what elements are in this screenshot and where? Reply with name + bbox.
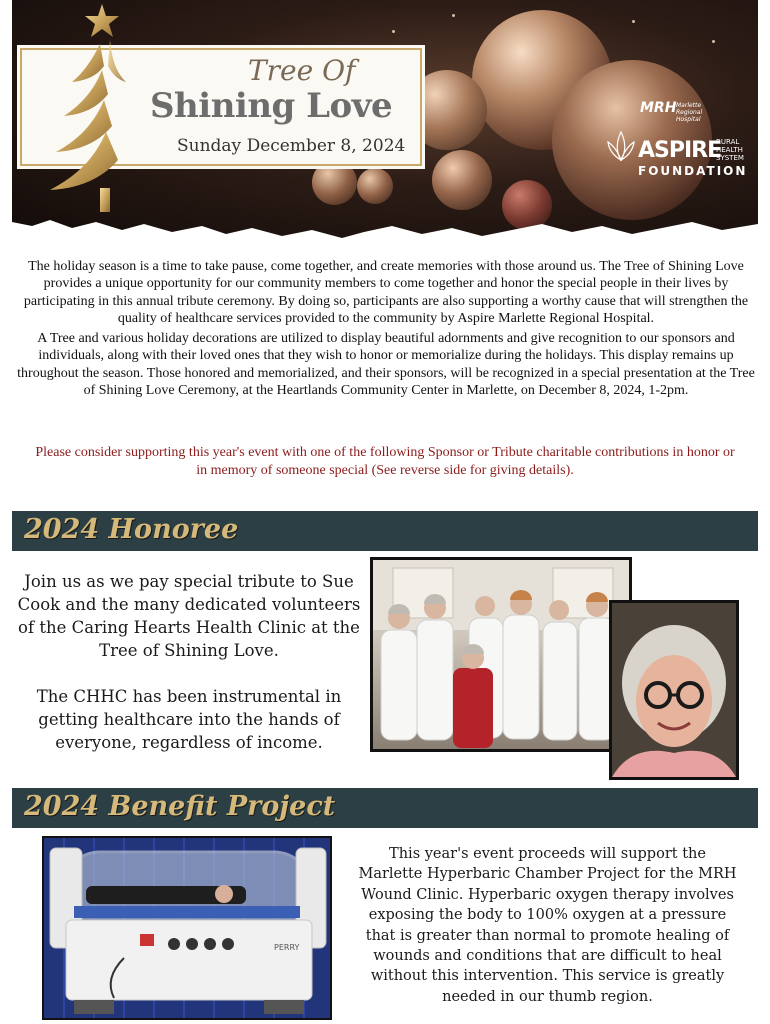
ornament-image [432,150,492,210]
lotus-icon [606,128,636,168]
torn-paper-edge [12,212,758,252]
sparkle [712,40,715,43]
support-appeal: Please consider supporting this year's event with one of the following Sponsor or Tribute charitable contributions in honor or in memory of someone special (See reverse side for giving details). [35,445,735,478]
ornament-image [357,168,393,204]
benefit-description: This year's event proceeds will support the Marlette Hyperbaric Chamber Project for the MRH Wound Clinic. Hyperbaric oxygen therapy involves exposing the body to 100% oxygen at a pressure that is greater than normal to promote healing of wounds and conditions that are difficult to heal without this intervention. This service is greatly needed in our thumb region. [358,846,737,1005]
ornament-image [312,160,357,205]
aspire-foundation-logo [606,100,756,190]
intro-paragraph: A Tree and various holiday decorations are utilized to display beautiful adornments and give recognition to our sponsors and individuals, along with their loved ones that they wish to honor or memorialize during the holidays. This display remains up throughout the season. Those honored and memorialized, and their sponsors, will be recognized in a special presentation at the Tree of Shining Love Ceremony, at the Heartlands Community Center in Marlette, on December 8, 2024, 1-2pm. [17,331,755,399]
benefit-section-header [12,788,758,828]
device-brand-label: PERRY [274,943,300,952]
honoree-section-header [12,511,758,551]
volunteers-group-photo [370,557,632,752]
logo-mrh-text: MRH [640,100,677,116]
christmas-tree-icon [42,0,162,225]
section-title: 2024 Benefit Project [24,791,336,822]
honoree-description [14,570,364,777]
event-date: Sunday December 8, 2024 [177,136,406,156]
sparkle [392,30,395,33]
honoree-paragraph: Join us as we pay special tribute to Sue Cook and the many dedicated volunteers of the Caring Hearts Health Clinic at the Tree of Shining Love. [17,572,361,660]
sparkle [632,20,635,23]
honoree-paragraph: The CHHC has been instrumental in getting healthcare into the hands of everyone, regardless of income. [36,687,342,752]
title-script: Tree Of [248,54,356,87]
header-banner [12,0,758,238]
section-title: 2024 Honoree [24,514,239,545]
page-title: Shining Love [150,86,393,126]
sparkle [452,14,455,17]
hyperbaric-chamber-photo [42,836,332,1020]
honoree-portrait-photo [609,600,739,780]
logo-rural-text: RURAL HEALTH SYSTEM [716,138,744,162]
intro-paragraph: The holiday season is a time to take pause, come together, and create memories with those around us. The Tree of Shining Love provides a unique opportunity for our community members to come together and honor the special people in their lives by participating in this annual tribute ceremony. By doing so, participants are also supporting a worthy cause that will strengthen the quality of healthcare services provided to the community by Aspire Marlette Regional Hospital. [23,259,749,326]
logo-foundation-text: FOUNDATION [638,164,748,178]
intro-section [14,258,758,402]
logo-mrh-subtitle: Marlette Regional Hospital [676,102,703,123]
logo-aspire-text: ASPIRE [638,138,722,163]
